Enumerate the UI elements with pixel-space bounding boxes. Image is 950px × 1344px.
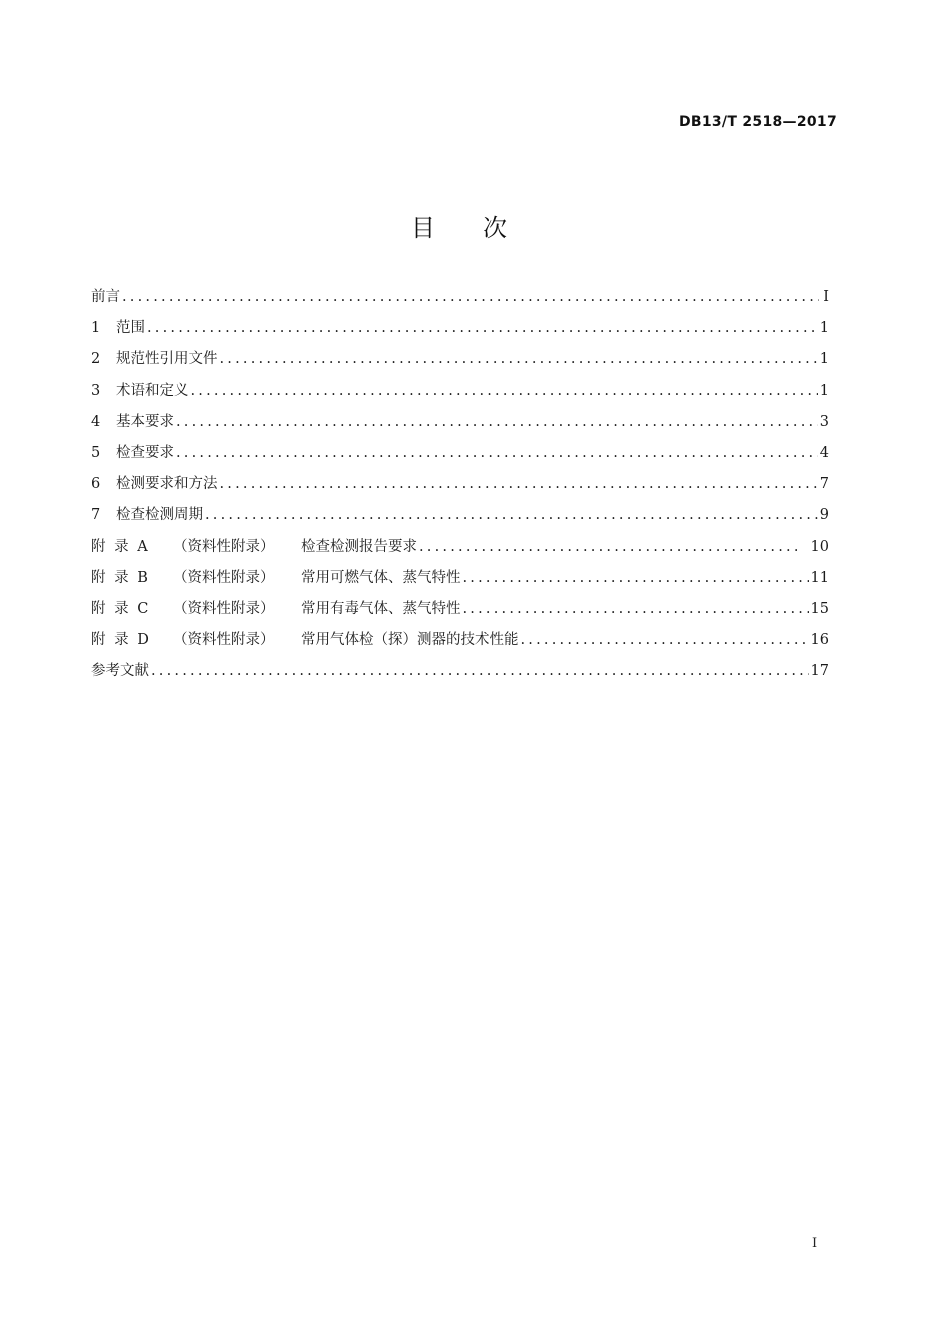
toc-entry-text: 前言 bbox=[91, 289, 120, 305]
toc-dot-leader bbox=[147, 317, 818, 339]
toc-entry-number: 2 bbox=[91, 351, 101, 368]
toc-entry-text: 检查检测报告要求 bbox=[301, 538, 417, 555]
toc-entry-page: 1 bbox=[819, 382, 829, 399]
page-number: I bbox=[812, 1236, 818, 1251]
toc-entry-page: 1 bbox=[819, 320, 829, 337]
toc-entry-text: 检查检测周期 bbox=[116, 507, 203, 524]
toc-entry-scope[interactable] bbox=[91, 317, 829, 348]
toc-entry-page: 11 bbox=[810, 569, 829, 586]
toc-entry-page: 17 bbox=[810, 663, 829, 680]
toc-appendix-kind: （资料性附录） bbox=[173, 600, 275, 617]
toc-entry-page: 15 bbox=[810, 600, 829, 617]
toc-dot-leader bbox=[419, 536, 797, 558]
toc-entry-appendix-d[interactable] bbox=[91, 629, 829, 660]
toc-entry-page: 9 bbox=[819, 507, 829, 524]
toc-entry-number: 6 bbox=[91, 476, 101, 493]
toc-entry-page: 10 bbox=[810, 538, 829, 555]
toc-entry-text: 范围 bbox=[116, 320, 145, 337]
toc-entry-references[interactable] bbox=[91, 660, 829, 691]
toc-entry-inspection-cycle[interactable] bbox=[91, 504, 829, 535]
toc-entry-text: 常用可燃气体、蒸气特性 bbox=[301, 569, 461, 586]
table-of-contents bbox=[91, 286, 829, 691]
toc-entry-text: 检测要求和方法 bbox=[116, 476, 218, 493]
toc-appendix-label: 附 录 D bbox=[91, 632, 149, 649]
toc-dot-leader bbox=[220, 348, 818, 370]
toc-entry-page: 4 bbox=[819, 444, 829, 461]
toc-entry-number: 1 bbox=[91, 320, 101, 337]
toc-title: 目次 bbox=[411, 214, 555, 242]
toc-entry-number: 3 bbox=[91, 382, 101, 399]
toc-dot-leader bbox=[220, 473, 818, 495]
toc-entry-text: 检查要求 bbox=[116, 444, 174, 461]
toc-dot-leader bbox=[205, 504, 818, 526]
toc-dot-leader bbox=[463, 567, 809, 589]
toc-entry-text: 参考文献 bbox=[91, 663, 149, 680]
toc-entry-testing-methods[interactable] bbox=[91, 473, 829, 504]
toc-entry-page: 7 bbox=[819, 476, 829, 493]
toc-dot-leader bbox=[122, 286, 819, 308]
toc-entry-basic-requirements[interactable] bbox=[91, 411, 829, 442]
toc-entry-terms-definitions[interactable] bbox=[91, 380, 829, 411]
toc-entry-text: 基本要求 bbox=[116, 413, 174, 430]
toc-dot-leader bbox=[463, 598, 809, 620]
toc-entry-foreword[interactable] bbox=[91, 286, 829, 317]
toc-entry-text: 常用气体检（探）测器的技术性能 bbox=[301, 632, 519, 649]
toc-entry-page: 3 bbox=[819, 413, 829, 430]
toc-appendix-label: 附 录 A bbox=[91, 538, 148, 555]
toc-entry-number: 5 bbox=[91, 444, 101, 461]
toc-entry-text: 术语和定义 bbox=[116, 382, 189, 399]
toc-entry-appendix-b[interactable] bbox=[91, 567, 829, 598]
toc-appendix-kind: （资料性附录） bbox=[173, 538, 275, 555]
toc-appendix-label: 附 录 B bbox=[91, 569, 148, 586]
toc-dot-leader bbox=[191, 380, 818, 402]
toc-entry-inspection-requirements[interactable] bbox=[91, 442, 829, 473]
toc-entry-page: 1 bbox=[819, 351, 829, 368]
toc-entry-normative-references[interactable] bbox=[91, 348, 829, 379]
toc-entry-text: 常用有毒气体、蒸气特性 bbox=[301, 600, 461, 617]
toc-dot-leader bbox=[176, 442, 818, 464]
toc-entry-appendix-a[interactable] bbox=[91, 536, 829, 567]
toc-dot-leader bbox=[521, 629, 809, 651]
toc-dot-leader bbox=[176, 411, 818, 433]
toc-entry-text: 规范性引用文件 bbox=[116, 351, 218, 368]
toc-appendix-label: 附 录 C bbox=[91, 600, 149, 617]
standard-code: DB13/T 2518—2017 bbox=[678, 114, 837, 130]
toc-entry-page: I bbox=[823, 289, 829, 305]
toc-appendix-kind: （资料性附录） bbox=[173, 632, 275, 649]
toc-entry-number: 7 bbox=[91, 507, 101, 524]
toc-entry-number: 4 bbox=[91, 413, 101, 430]
toc-dot-leader bbox=[151, 660, 809, 682]
toc-appendix-kind: （资料性附录） bbox=[173, 569, 275, 586]
toc-entry-appendix-c[interactable] bbox=[91, 598, 829, 629]
toc-entry-page: 16 bbox=[810, 632, 829, 649]
